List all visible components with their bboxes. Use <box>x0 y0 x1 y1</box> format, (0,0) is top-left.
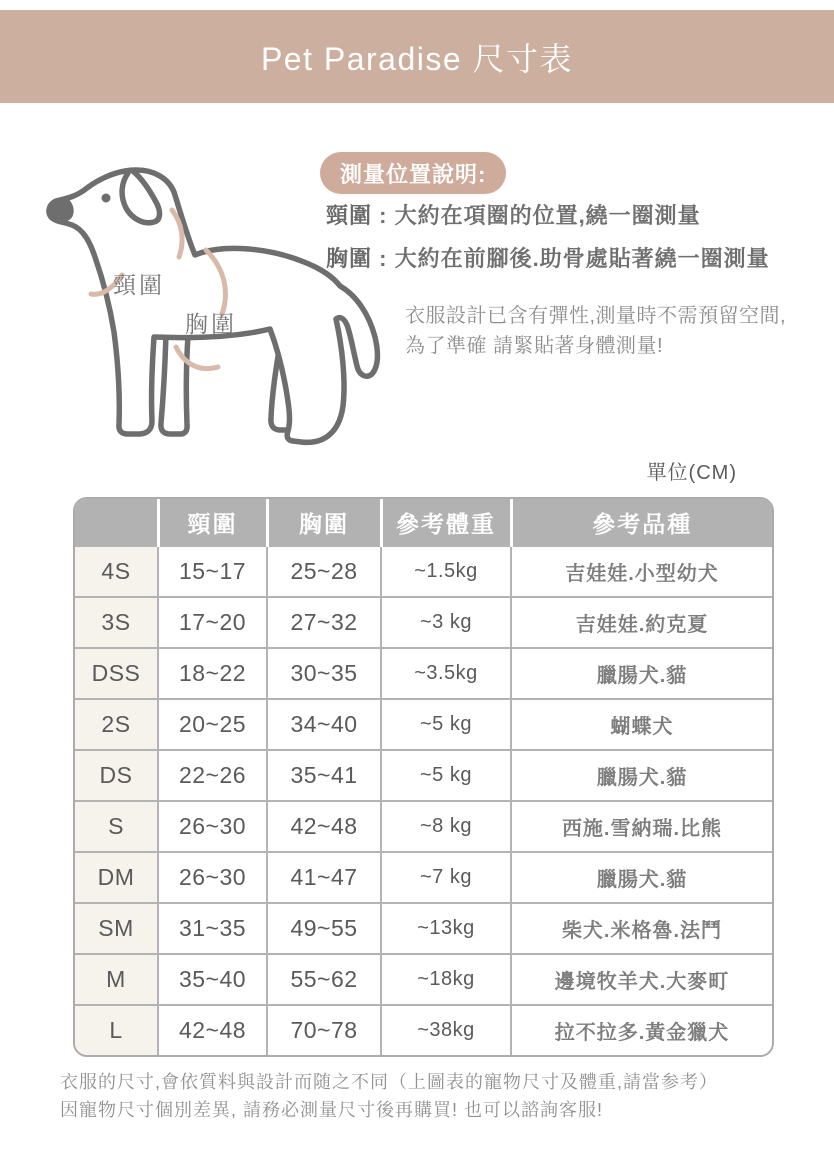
footer-line2: 因寵物尺寸個別差異, 請務必測量尺寸後再購買! 也可以諮詢客服! <box>60 1100 604 1120</box>
table-header-row <box>75 499 772 546</box>
cell-neck: 26~30 <box>158 801 267 852</box>
cell-weight: ~1.5kg <box>381 546 511 597</box>
cell-neck: 31~35 <box>158 903 267 954</box>
table-row <box>75 546 772 597</box>
cell-breeds: 臘腸犬.貓 <box>511 750 772 801</box>
header-band <box>0 10 834 103</box>
neck-instruction-label: 頸圍 <box>326 203 373 228</box>
cell-breeds: 臘腸犬.貓 <box>511 648 772 699</box>
cell-size: L <box>75 1005 158 1055</box>
cell-neck: 17~20 <box>158 597 267 648</box>
cell-size: 3S <box>75 597 158 648</box>
cell-neck: 18~22 <box>158 648 267 699</box>
header-chest: 胸圍 <box>267 499 381 546</box>
cell-size: DS <box>75 750 158 801</box>
cell-chest: 30~35 <box>267 648 381 699</box>
cell-size: M <box>75 954 158 1005</box>
cell-size: DM <box>75 852 158 903</box>
cell-neck: 15~17 <box>158 546 267 597</box>
cell-size: 2S <box>75 699 158 750</box>
dog-eye <box>102 194 111 203</box>
chest-instruction <box>326 242 770 273</box>
cell-neck: 26~30 <box>158 852 267 903</box>
table-row <box>75 597 772 648</box>
cell-weight: ~13kg <box>381 903 511 954</box>
cell-chest: 34~40 <box>267 699 381 750</box>
footer-disclaimer <box>60 1068 718 1124</box>
neck-girth-label: 頸圍 <box>113 272 165 298</box>
cell-weight: ~3.5kg <box>381 648 511 699</box>
cell-size: DSS <box>75 648 158 699</box>
chest-girth-label: 胸圍 <box>185 311 237 337</box>
size-table-body <box>75 546 772 1055</box>
cell-weight: ~8 kg <box>381 801 511 852</box>
table-row <box>75 801 772 852</box>
cell-neck: 42~48 <box>158 1005 267 1055</box>
cell-chest: 35~41 <box>267 750 381 801</box>
cell-breeds: 吉娃娃.約克夏 <box>511 597 772 648</box>
elasticity-note <box>405 301 786 361</box>
cell-breeds: 邊境牧羊犬.大麥町 <box>511 954 772 1005</box>
header-breeds: 參考品種 <box>511 499 772 546</box>
top-margin <box>0 0 834 10</box>
chest-instruction-label: 胸圍 <box>326 246 373 271</box>
cell-chest: 55~62 <box>267 954 381 1005</box>
cell-weight: ~18kg <box>381 954 511 1005</box>
cell-weight: ~5 kg <box>381 750 511 801</box>
cell-chest: 25~28 <box>267 546 381 597</box>
size-chart-table <box>73 497 774 1057</box>
table-row <box>75 903 772 954</box>
cell-neck: 20~25 <box>158 699 267 750</box>
table-row <box>75 750 772 801</box>
table-row <box>75 852 772 903</box>
page-title: Pet Paradise 尺寸表 <box>260 40 574 77</box>
header-weight: 參考體重 <box>381 499 511 546</box>
neck-instruction <box>326 199 701 230</box>
cell-breeds: 拉不拉多.黃金獵犬 <box>511 1005 772 1055</box>
measure-instructions-badge <box>320 152 506 194</box>
cell-chest: 49~55 <box>267 903 381 954</box>
chest-instruction-text: : 大約在前腳後.助骨處貼著繞一圈測量 <box>372 246 770 271</box>
cell-breeds: 臘腸犬.貓 <box>511 852 772 903</box>
footer-line1: 衣服的尺寸,會依質料與設計而随之不同（上圖表的寵物尺寸及體重,請當参考） <box>60 1072 718 1092</box>
table-row <box>75 954 772 1005</box>
cell-size: SM <box>75 903 158 954</box>
cell-neck: 35~40 <box>158 954 267 1005</box>
cell-weight: ~7 kg <box>381 852 511 903</box>
table-row <box>75 1005 772 1055</box>
cell-chest: 42~48 <box>267 801 381 852</box>
cell-chest: 70~78 <box>267 1005 381 1055</box>
cell-chest: 41~47 <box>267 852 381 903</box>
cell-weight: ~3 kg <box>381 597 511 648</box>
cell-neck: 22~26 <box>158 750 267 801</box>
table-row <box>75 648 772 699</box>
table-row <box>75 699 772 750</box>
neck-instruction-text: : 大約在項圈的位置,繞一圈測量 <box>372 203 701 228</box>
cell-breeds: 蝴蝶犬 <box>511 699 772 750</box>
cell-size: S <box>75 801 158 852</box>
elasticity-note-line2: 為了準確 請緊貼著身體測量! <box>405 335 664 357</box>
elasticity-note-line1: 衣服設計已含有彈性,測量時不需預留空間, <box>405 305 787 327</box>
cell-breeds: 吉娃娃.小型幼犬 <box>511 546 772 597</box>
header-neck: 頸圍 <box>158 499 267 546</box>
cell-weight: ~5 kg <box>381 699 511 750</box>
cell-breeds: 柴犬.米格魯.法鬥 <box>511 903 772 954</box>
unit-label: 單位(CM) <box>646 462 737 484</box>
cell-size: 4S <box>75 546 158 597</box>
header-size <box>75 499 158 546</box>
badge-label: 測量位置說明: <box>340 161 487 187</box>
cell-chest: 27~32 <box>267 597 381 648</box>
cell-weight: ~38kg <box>381 1005 511 1055</box>
cell-breeds: 西施.雪納瑞.比熊 <box>511 801 772 852</box>
